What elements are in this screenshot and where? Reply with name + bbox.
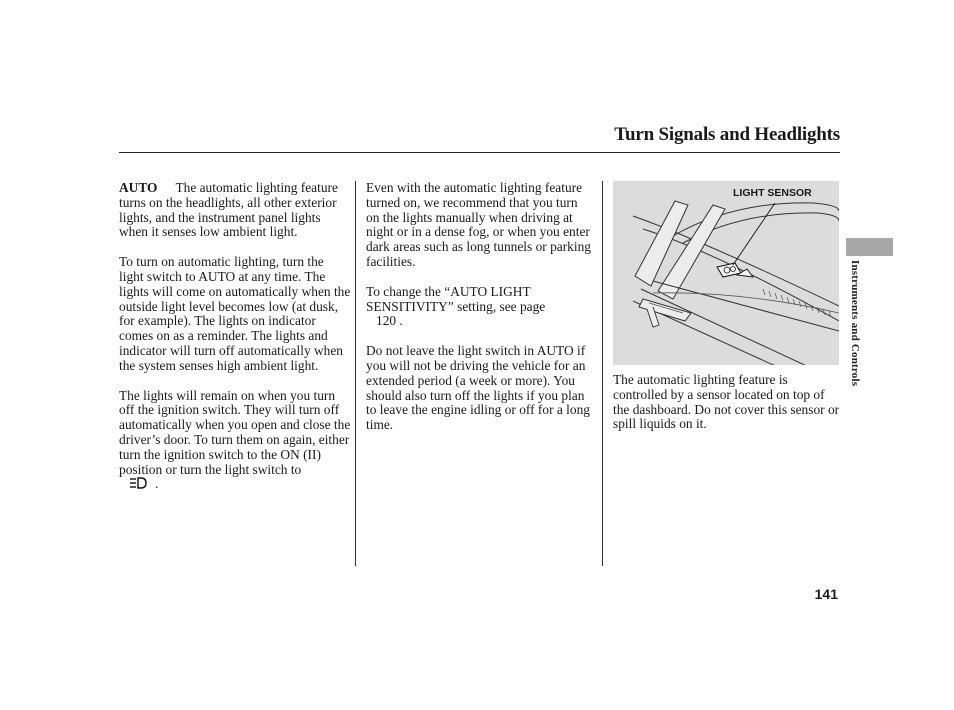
recommend-paragraph: Even with the automatic lighting feature turned on, we recommend that you turn on the lights manually when driving at night or in a dense fog, or when you enter dark areas such as long tunnels or parking facilities.: [366, 180, 591, 269]
light-sensor-label: LIGHT SENSOR: [733, 187, 812, 199]
do-not-leave-paragraph: Do not leave the light switch in AUTO if you will not be driving the vehicle for an extended period (a week or more). You should also turn off the lights if you plan to leave the engine idling or off for a long time.: [366, 343, 590, 433]
column-1: [119, 181, 351, 508]
page-reference: 120 .: [376, 313, 403, 329]
light-sensor-illustration: [613, 181, 839, 365]
page-title: Turn Signals and Headlights: [614, 124, 840, 145]
auto-turn-on-paragraph: To turn on automatic lighting, turn the light switch to AUTO at any time. The lights will come on automatically when the outside light level becomes low (at dusk, for example). The lights on indicator comes on as a reminder. The lights and indicator will turn off automatically when the system senses high ambient light.: [119, 254, 351, 373]
auto-paragraph: [119, 181, 351, 240]
section-tab: [846, 238, 893, 256]
auto-label: AUTO: [119, 180, 158, 195]
auto-description: The automatic lighting feature turns on the headlights, all other exterior lights, and the instrument panel lights when it senses low ambient light.: [119, 180, 338, 240]
auto-remain-on-paragraph: The lights will remain on when you turn off the ignition switch. They will turn off automatically when you open and close the driver’s door. To turn them on again, either turn the ignition switch to the ON (II) position or turn the light switch to .: [119, 387, 351, 492]
title-rule: [119, 152, 840, 153]
column-3: [613, 373, 841, 447]
column-divider-2: [602, 181, 603, 566]
headlight-icon: [129, 477, 147, 493]
column-divider-1: [355, 181, 356, 566]
column-2: [366, 181, 594, 448]
section-side-label: Instruments and Controls: [849, 260, 861, 387]
sensitivity-paragraph: To change the “AUTO LIGHT SENSITIVITY” setting, see page 120 .: [366, 283, 546, 329]
page-number: 141: [814, 586, 838, 602]
sensor-caption: The automatic lighting feature is controlled by a sensor located on top of the dashboard. Do not cover this sensor or spill liquids on it.: [613, 372, 840, 432]
